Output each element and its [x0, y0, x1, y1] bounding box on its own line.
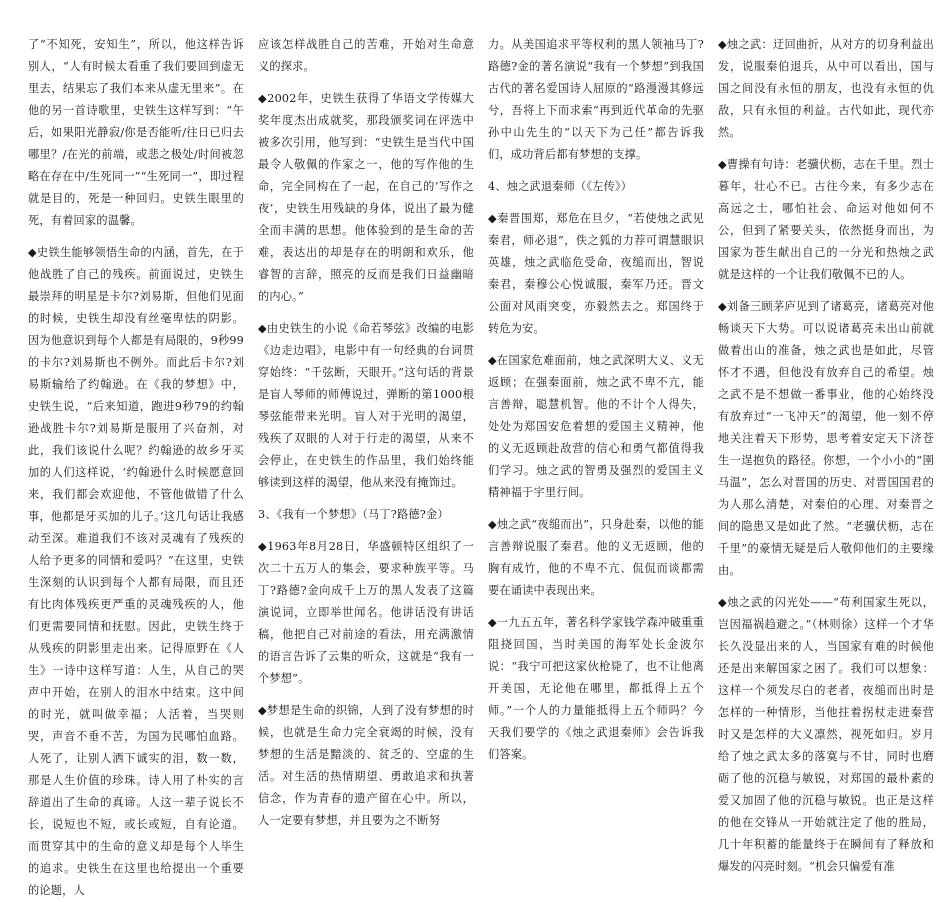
section-heading: 4、烛之武退秦师（《左传》）	[488, 180, 633, 193]
paragraph: 了“不知死，安知生”，所以，他这样告诉别人，“人有时候太看重了我们要回到虚无里去，结果忘了我们本来从虚无里来”。在他的另一首诗歌里，史铁生这样写到：“午后，如果阳光静寂/你是否能听/往日已归去哪里？/在光的前端，或悲之极处/时间被忽略在存在中/生死同一”“生死同一”，即过程就是目的，死是一种回归。史铁生眼里的死，有着回家的温馨。	[28, 38, 244, 227]
paragraph: 力。从美国追求平等权利的黑人领袖马丁?路德?金的著名演说“我有一个梦想”到我国古代的著名爱国诗人屈原的“路漫漫其修远兮，吾将上下而求索”再到近代革命的先驱孙中山先生的“以天下为己任”都告诉我们，成功背后都有梦想的支撑。	[488, 38, 704, 161]
text-column-3	[488, 34, 704, 761]
paragraph: ◆烛之武：迂回曲折，从对方的切身利益出发，说服秦伯退兵，从中可以看出，国与国之间没有永恒的朋友，也没有永恒的仇敌，只有永恒的利益。古代如此，现代亦然。	[718, 38, 934, 139]
text-column-1	[28, 34, 244, 897]
paragraph: ◆梦想是生命的织锦，人到了没有梦想的时候，也就是生命力完全衰竭的时候，没有梦想的生活是黯淡的、贫乏的、空虚的生活。对生活的热情期望、勇敢追求和执著信念，作为青春的遗产留在心中。所以，人一定要有梦想，并且要为之不断努	[258, 704, 474, 827]
paragraph: ◆烛之武的闪光处——“苟利国家生死以，岂因福祸趋避之。”（林则徐）这样一个才华长久没显出来的人，当国家有难的时候他还是出来解国家之困了。我们可以想象：这样一个须发尽白的老者，夜缒而出时是怎样的一种情形，当他拄着拐杖走进秦营时又是怎样的大义凛然，视死如归。岁月给了烛之武太多的落寞与不甘，同时也磨砺了他的沉稳与敏锐，对郑国的最朴素的爱又加固了他的沉稳与敏锐。也正是这样的他在交锋从一开始就注定了他的胜局，几十年积蓄的能量终于在瞬间有了释放和爆发的闪亮时刻。“机会只偏爱有准	[718, 596, 934, 873]
paragraph: ◆秦晋围郑，郑危在旦夕，“若使烛之武见秦君，师必退”，佚之狐的力荐可谓慧眼识英雄，烛之武临危受命，夜缒而出，智说秦君，秦穆公心悦诚服，秦军乃还。晋文公面对风雨突变，亦毅然去之。郑国终于转危为安。	[488, 212, 704, 335]
paragraph: ◆在国家危难面前，烛之武深明大义、义无返顾；在强秦面前，烛之武不卑不亢，能言善辩，聪慧机智。他的不计个人得失，处处为郑国安危着想的爱国主义精神，他的义无返顾赴敌营的信心和勇气都值得我们学习。烛之武的智勇及强烈的爱国主义精神福于宇里行间。	[488, 354, 704, 499]
paragraph: ◆2002年，史铁生获得了华语文学传媒大奖年度杰出成就奖，那段颁奖词在评选中被多次引用，他写到：“史铁生是当代中国最令人敬佩的作家之一，他的写作他的生命，完全同构在了一起，在自己的‘写作之夜’，史铁生用残缺的身体，说出了最为健全而丰满的思想。他体验到的是生命的苦难，表达出的却是存在的明朗和欢乐，他睿智的言辞，照亮的反而是我们日益幽暗的内心。”	[258, 92, 474, 303]
text-column-2	[258, 34, 474, 827]
paragraph: ◆1963年8月28日，华盛顿特区组织了一次二十五万人的集会，要求种族平等。马丁?路德?金向成千上万的黑人发表了这篇演说词，立即举世闻名。他讲话没有讲话稿，他把自己对前途的看法，用充满激情的语言告诉了云集的听众，这就是“我有一个梦想”。	[258, 540, 474, 685]
paragraph: ◆由史铁生的小说《命若琴弦》改编的电影《边走边唱》，电影中有一句经典的台词贯穿始终：“千弦断，天眼开。”这句话的背景是盲人琴师的师傅说过，弹断的第1000根琴弦能带来光明。盲人对于光明的渴望，残疾了双眼的人对于行走的渴望，从来不会停止，在史铁生的作品里，我们始终能够读到这样的渴望，他从来没有掩饰过。	[258, 322, 474, 489]
paragraph: 应该怎样战胜自己的苦难，开始对生命意义的探求。	[258, 38, 474, 73]
paragraph: ◆一九五五年，著名科学家钱学森冲破重重阻挠回国，当时美国的海军处长金波尔说：“我宁可把这家伙枪毙了，也不让他离开美国，无论他在哪里，都抵得上五个师。”一个人的力量能抵得上五个师吗？今天我们要学的《烛之武退秦师》会告诉我们答案。	[488, 616, 704, 761]
paragraph: ◆烛之武“夜缒而出”，只身赴秦，以他的能言善辩说服了秦君。他的义无返顾，他的胸有成竹，他的不卑不亢、侃侃而谈都需要在诵读中表现出来。	[488, 518, 704, 597]
paragraph: ◆刘备三顾茅庐见到了诸葛亮，诸葛亮对他畅谈天下大势。可以说诸葛亮未出山前就做着出山的准备，烛之武也是如此，尽管怀才不遇，但他没有放弃自己的希望。烛之武不是不想做一番事业，他的心始终没有放弃过“一飞冲天”的渴望，他一刻不停地关注着天下形势，思考着安定天下济苍生一逞抱负的路径。你想，一个小小的“圉马温”，怎么对晋国的历史、对晋国国君的为人那么清楚，对秦伯的心理、对秦晋之间的隐患又是如此了然。“老骥伏枥，志在千里”的豪情无疑是后人敬仰他们的主要缘由。	[718, 300, 934, 577]
text-column-4	[718, 34, 934, 873]
paragraph: ◆史铁生能够领悟生命的内涵，首先，在于他战胜了自己的残疾。前面说过，史铁生最崇拜的明星是卡尔?刘易斯，但他们见面的时候，史铁生却没有丝毫卑怯的阴影。因为他意识到每个人都是有局限的，9秒99的卡尔?刘易斯也不例外。而此后卡尔?刘易斯输给了约翰逊。在《我的梦想》中，史铁生说，“后来知道，跑进9秒79的约翰逊战胜卡尔?刘易斯是服用了兴奋剂，对此，我们该说什么呢？约翰逊的故乡牙买加的人们这样说，‘约翰逊什么时候愿意回来，我们都会欢迎他，不管他做错了什么事，他都是牙买加的儿子。’这几句话让我感动至深。难道我们不该对灵魂有了残疾的人给予更多的同情和爱吗？”在这里，史铁生深刻的认识到每个人都有局限，而且还有比肉体残疾更严重的灵魂残疾的人，他们更需要同情和抚慰。因此，史铁生终于从残疾的阴影里走出来。记得原野在《人生》一诗中这样写道：人生，从自己的哭声中开始，在别人的泪水中结束。这中间的时光，就叫做幸福；人活着，当哭则哭，声音不垂不苦，为国为民哪怕血路。人死了，让别人洒下诚实的泪，数一数，那是人生价值的珍珠。诗人用了朴实的言辞道出了生命的真谛。人这一辈子说长不长，说短也不短，或长或短，自有论道。而贯穿其中的生命的意义却是每个人毕生的追求。史铁生在这里也给提出一个重要的论题，人	[28, 246, 244, 897]
paragraph: ◆曹操有句诗：老骥伏枥，志在千里。烈士暮年，壮心不已。古往今来，有多少志在高远之士，哪怕社会、命运对他如何不公，但到了紧要关头，依然挺身而出，为国家为苍生献出自己的一分光和热烛之武就是这样的一个让我们敬佩不已的人。	[718, 158, 934, 281]
section-heading: 3、《我有一个梦想》（马丁?路德?金）	[258, 508, 449, 521]
